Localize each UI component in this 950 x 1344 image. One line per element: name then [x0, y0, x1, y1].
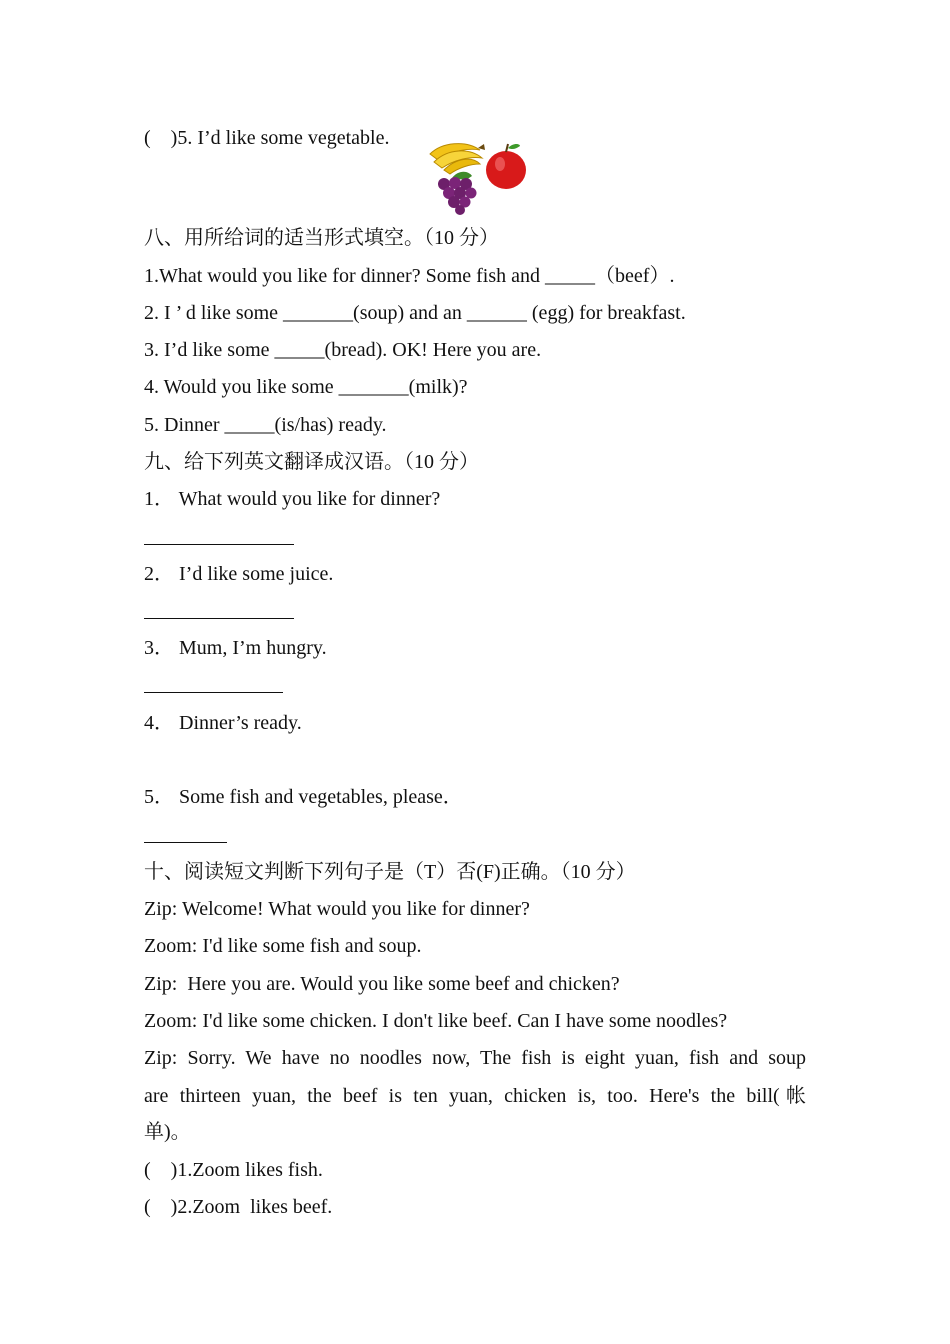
- answer-line[interactable]: [144, 842, 227, 843]
- fill-item-3: 3. I’d like some _____(bread). OK! Here you are.: [144, 339, 542, 361]
- answer-line[interactable]: [144, 692, 283, 693]
- dialogue-line: are thirteen yuan, the beef is ten yuan, chicken is, too. Here's the bill(帐: [144, 1085, 806, 1107]
- section-9-heading: 九、给下列英文翻译成汉语。（10 分）: [144, 451, 479, 473]
- banana-icon: [430, 144, 485, 174]
- fill-item-4: 4. Would you like some _______(milk)?: [144, 376, 468, 398]
- section-8-heading: 八、用所给词的适当形式填空。（10 分）: [144, 227, 499, 249]
- apple-icon: [486, 144, 526, 189]
- fill-item-5: 5. Dinner _____(is/has) ready.: [144, 414, 387, 436]
- answer-line[interactable]: [144, 544, 294, 545]
- fill-item-2: 2. I ’ d like some _______(soup) and an ______ (egg) for breakfast.: [144, 302, 686, 324]
- answer-line[interactable]: [144, 618, 294, 619]
- dialogue-line: Zoom: I'd like some fish and soup.: [144, 935, 422, 957]
- question-vegetable: ( )5. I’d like some vegetable.: [144, 127, 390, 149]
- fill-item-1: 1.What would you like for dinner? Some fish and _____（beef）.: [144, 265, 675, 287]
- true-false-question-1: ( )1.Zoom likes fish.: [144, 1159, 323, 1181]
- translate-item-3: 3． Mum, I’m hungry.: [144, 637, 327, 659]
- dialogue-line: Zip: Welcome! What would you like for dinner?: [144, 898, 530, 920]
- grapes-icon: [438, 172, 477, 215]
- dialogue-line: Zip: Here you are. Would you like some beef and chicken?: [144, 973, 620, 995]
- translate-item-1: 1． What would you like for dinner?: [144, 488, 441, 510]
- dialogue-line: 单)。: [144, 1121, 191, 1143]
- dialogue-line: Zip: Sorry. We have no noodles now, The fish is eight yuan, fish and soup: [144, 1047, 806, 1069]
- true-false-question-2: ( )2.Zoom likes beef.: [144, 1196, 333, 1218]
- translate-item-4: 4． Dinner’s ready.: [144, 712, 302, 734]
- dialogue-line: Zoom: I'd like some chicken. I don't like beef. Can I have some noodles?: [144, 1010, 728, 1032]
- translate-item-2: 2． I’d like some juice.: [144, 563, 334, 585]
- translate-item-5: 5． Some fish and vegetables, please．: [144, 786, 463, 808]
- fruit-picture: [422, 140, 534, 216]
- section-10-heading: 十、阅读短文判断下列句子是（T）否(F)正确。（10 分）: [144, 861, 636, 883]
